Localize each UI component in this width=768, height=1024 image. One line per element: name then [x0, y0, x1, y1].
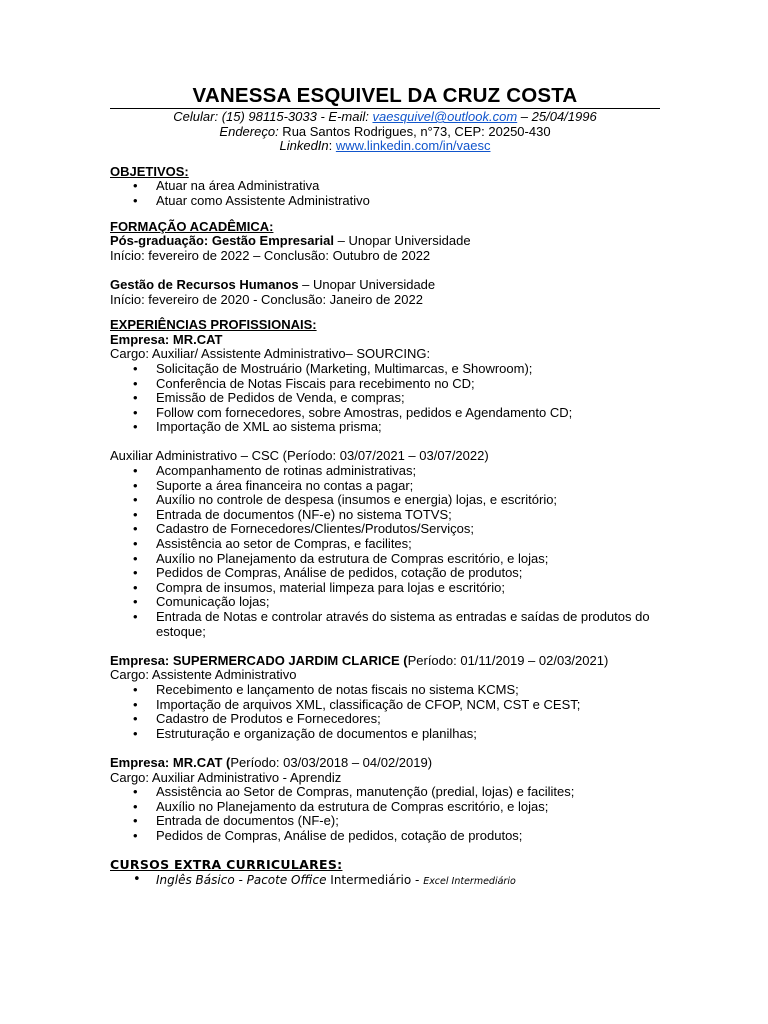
list-item: • Entrada de Notas e controlar através do sistema as entradas e saídas de produtos do estoque;	[156, 610, 660, 639]
list-item: • Importação de XML ao sistema prisma;	[156, 420, 660, 435]
list-item: • Estruturação e organização de documentos e planilhas;	[156, 727, 660, 742]
resume-content	[110, 84, 660, 889]
list-item: • Auxílio no Planejamento da estrutura de Compras escritório, e lojas;	[156, 800, 660, 815]
job-company: Empresa: MR.CAT (	[110, 754, 231, 770]
list-item: • Compra de insumos, material limpeza para lojas e escritório;	[156, 581, 660, 596]
list-item: • Atuar como Assistente Administrativo	[156, 194, 660, 209]
job-duties-list	[110, 683, 660, 741]
job-duties-list	[110, 785, 660, 843]
job-role: Cargo: Auxiliar/ Assistente Administrativo– SOURCING:	[110, 346, 431, 362]
list-item: • Cadastro de Fornecedores/Clientes/Produtos/Serviços;	[156, 522, 660, 537]
list-item: • Assistência ao setor de Compras, e facilites;	[156, 537, 660, 552]
education-dates: Início: fevereiro de 2022 – Conclusão: Outubro de 2022	[110, 247, 431, 263]
education-dates: Início: fevereiro de 2020 - Conclusão: Janeiro de 2022	[110, 291, 423, 307]
list-item: • Importação de arquivos XML, classificação de CFOP, NCM, CST e CEST;	[156, 698, 660, 713]
job-duties-list	[110, 464, 660, 639]
contact-line	[110, 110, 660, 125]
course-level: Intermediário -	[326, 872, 424, 887]
candidate-name: VANESSA ESQUIVEL DA CRUZ COSTA	[192, 84, 578, 107]
linkedin-link[interactable]: www.linkedin.com/in/vaesc	[335, 138, 491, 154]
list-item: • Atuar na área Administrativa	[156, 179, 660, 194]
address-value: Rua Santos Rodrigues, n°73, CEP: 20250-430	[278, 123, 551, 139]
list-item: • Auxílio no Planejamento da estrutura de Compras escritório, e lojas;	[156, 552, 660, 567]
courses-list	[110, 873, 660, 890]
list-item: • Suporte a área financeira no contas a pagar;	[156, 479, 660, 494]
list-item: • Solicitação de Mostruário (Marketing, Multimarcas, e Showroom);	[156, 362, 660, 377]
objectives-list	[110, 179, 660, 208]
list-item: • Cadastro de Produtos e Fornecedores;	[156, 712, 660, 727]
job-role: Cargo: Assistente Administrativo	[110, 667, 297, 683]
education-course: Gestão de Recursos Humanos	[110, 276, 299, 292]
list-item: • Entrada de documentos (NF-e);	[156, 814, 660, 829]
linkedin-label: LinkedIn	[279, 138, 329, 154]
list-item: • Acompanhamento de rotinas administrativas;	[156, 464, 660, 479]
education-entry	[110, 234, 660, 249]
job-header	[110, 654, 660, 669]
list-item: • Auxílio no controle de despesa (insumos e energia) lojas, e escritório;	[156, 493, 660, 508]
education-course: Pós-graduação: Gestão Empresarial	[110, 233, 334, 249]
list-item: • Emissão de Pedidos de Venda, e compras;	[156, 391, 660, 406]
education-institution: – Unopar Universidade	[298, 276, 436, 292]
job-header	[110, 756, 660, 771]
list-item: • Follow com fornecedores, sobre Amostras, pedidos e Agendamento CD;	[156, 406, 660, 421]
list-item: • Pedidos de Compras, Análise de pedidos, cotação de produtos;	[156, 566, 660, 581]
job-period: Período: 03/03/2018 – 04/02/2019)	[230, 754, 433, 770]
courses-title: CURSOS EXTRA CURRICULARES:	[110, 857, 343, 873]
linkedin-separator: :	[328, 138, 336, 154]
address-line	[110, 125, 660, 140]
experience-title: EXPERIÊNCIAS PROFISSIONAIS:	[110, 317, 317, 333]
education-entry	[110, 278, 660, 293]
job-period: Período: 01/11/2019 – 02/03/2021)	[407, 652, 609, 668]
list-item: • Assistência ao Setor de Compras, manutenção (predial, lojas) e facilites;	[156, 785, 660, 800]
job-duties-list	[110, 362, 660, 435]
address-label: Endereço:	[219, 123, 279, 139]
education-institution: – Unopar Universidade	[333, 233, 471, 249]
list-item: • Recebimento e lançamento de notas fiscais no sistema KCMS;	[156, 683, 660, 698]
objectives-title: OBJETIVOS:	[110, 163, 189, 179]
list-item: • Pedidos de Compras, Análise de pedidos, cotação de produtos;	[156, 829, 660, 844]
job-role: Auxiliar Administrativo – CSC (Período: 03/07/2021 – 03/07/2022)	[110, 448, 489, 464]
list-item: • Entrada de documentos (NF-e) no sistema TOTVS;	[156, 508, 660, 523]
course-languages-office: Inglês Básico - Pacote Office	[156, 872, 327, 887]
list-item: • Comunicação lojas;	[156, 595, 660, 610]
email-link[interactable]: vaesquivel@outlook.com	[372, 109, 518, 124]
job-company: Empresa: MR.CAT	[110, 331, 223, 347]
phone-text: Celular: (15) 98115-3033 - E-mail:	[173, 109, 373, 124]
birth-date: – 25/04/1996	[517, 109, 597, 124]
education-title: FORMAÇÃO ACADÊMICA:	[110, 218, 274, 234]
job-role: Cargo: Auxiliar Administrativo - Aprendiz	[110, 769, 342, 785]
list-item: • Conferência de Notas Fiscais para recebimento no CD;	[156, 377, 660, 392]
linkedin-line	[110, 139, 660, 154]
list-item	[156, 873, 660, 890]
course-excel: Excel Intermediário	[423, 875, 516, 887]
job-company: Empresa: SUPERMERCADO JARDIM CLARICE (	[110, 652, 408, 668]
